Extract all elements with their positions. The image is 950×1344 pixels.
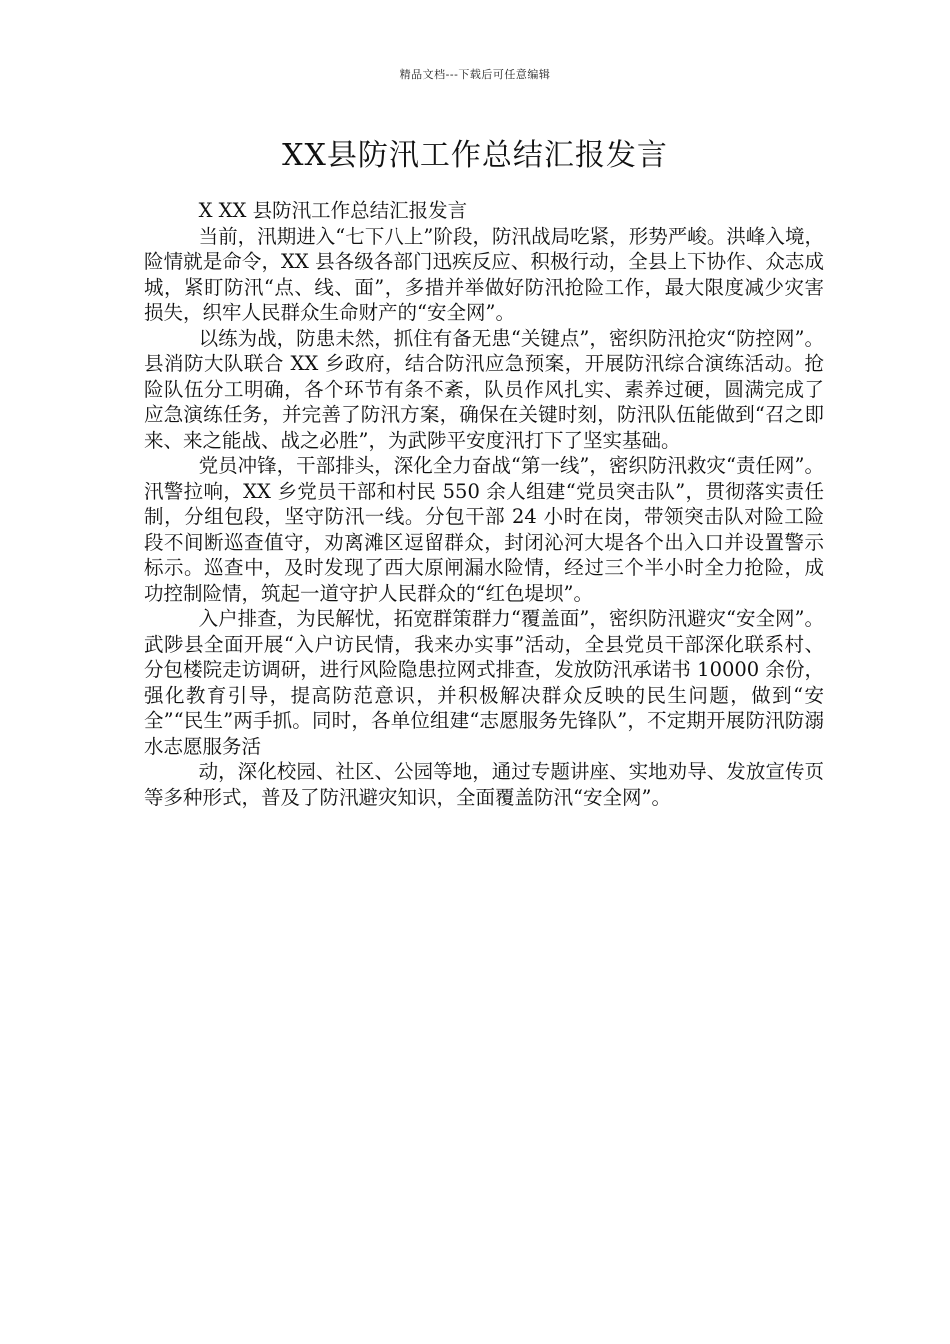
paragraph-household-check: 入户排查，为民解忧，拓宽群策群力“覆盖面”，密织防汛避灾“安全网”。武陟县全面开展“入户访民情，我来办实事”活动，全县党员干部深化联系村、分包楼院走访调研，进行风险隐患拉网式排查，发放防汛承诺书 10000 余份，强化教育引导，提高防范意识，并积极解决群众反映的民生问题，做到“安全”“民生”两手抓。同时，各单位组建“志愿服务先锋队”，不定期开展防汛防溺水志愿服务活 <box>144 607 824 758</box>
paragraph-volunteer-activity: 动，深化校园、社区、公园等地，通过专题讲座、实地劝导、发放宣传页等多种形式，普及了防汛避灾知识，全面覆盖防汛“安全网”。 <box>144 760 824 809</box>
document-body <box>144 198 824 810</box>
subtitle-paragraph: X XX 县防汛工作总结汇报发言 <box>198 199 468 222</box>
paragraph-party-members: 党员冲锋，干部排头，深化全力奋战“第一线”，密织防汛救灾“责任网”。汛警拉响，XX 乡党员干部和村民 550 余人组建“党员突击队”，贯彻落实责任制，分组包段，坚守防汛一线。分包干部 24 小时在岗，带领突击队对险工险段不间断巡查值守，劝离滩区逗留群众，封闭沁河大堤各个出入口并设置警示标示。巡查中，及时发现了西大原闸漏水险情，经过三个半小时全力抢险，成功控制险情，筑起一道守护人民群众的“红色堤坝”。 <box>144 454 824 605</box>
document-title: XX县防汛工作总结汇报发言 <box>282 138 668 173</box>
paragraph-intro: 当前，汛期进入“七下八上”阶段，防汛战局吃紧，形势严峻。洪峰入境，险情就是命令，XX 县各级各部门迅疾反应、积极行动，全县上下协作、众志成城，紧盯防汛“点、线、面”，多措并举做好防汛抢险工作，最大限度减少灾害损失，织牢人民群众生命财产的“安全网”。 <box>144 224 824 324</box>
paragraph-drill: 以练为战，防患未然，抓住有备无患“关键点”，密织防汛抢灾“防控网”。县消防大队联合 XX 乡政府，结合防汛应急预案，开展防汛综合演练活动。抢险队伍分工明确，各个环节有条不紊，队员作风扎实、素养过硬，圆满完成了应急演练任务，并完善了防汛方案，确保在关键时刻，防汛队伍能做到“召之即来、来之能战、战之必胜”，为武陟平安度汛打下了坚实基础。 <box>144 326 824 452</box>
header-note: 精品文档---下载后可任意编辑 <box>399 68 551 81</box>
